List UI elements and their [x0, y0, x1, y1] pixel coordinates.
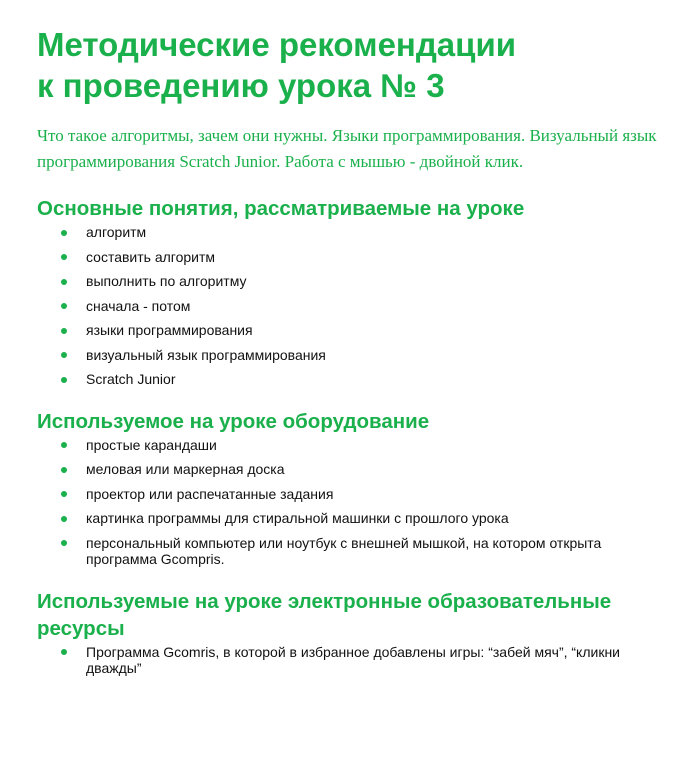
list-item-text: сначала - потом	[86, 297, 191, 314]
list-item	[37, 249, 674, 266]
section-heading-equipment: Используемое на уроке оборудование	[37, 409, 430, 433]
concepts-list	[37, 224, 674, 388]
list-item-text: простые карандаши	[86, 436, 217, 453]
list-item	[37, 347, 674, 364]
lesson-subtitle: Что такое алгоритмы, зачем они нужны. Языки программирования. Визуальный язык программирования Scratch Junior. Работа с мышью - двойной клик.	[37, 126, 657, 171]
list-item-text: картинка программы для стиральной машинки с прошлого урока	[86, 510, 509, 526]
title-line-2: к проведению урока № 3	[37, 67, 445, 104]
bullet-icon	[61, 649, 67, 655]
list-item-text: выполнить по алгоритму	[86, 273, 247, 289]
bullet-icon	[61, 442, 67, 448]
list-item-text: визуальный язык программирования	[86, 346, 326, 363]
bullet-icon	[61, 540, 67, 546]
bullet-icon	[61, 254, 67, 260]
list-item	[37, 371, 674, 388]
resources-list	[37, 644, 674, 677]
bullet-icon	[61, 303, 67, 309]
bullet-icon	[61, 230, 67, 236]
list-item	[37, 298, 674, 315]
list-item-text: алгоритм	[86, 224, 147, 240]
bullet-icon	[61, 279, 67, 285]
list-item	[37, 486, 674, 503]
bullet-icon	[61, 516, 67, 522]
list-item	[37, 461, 674, 478]
list-item	[37, 273, 674, 290]
title-line-1: Методические рекомендации	[37, 26, 517, 63]
list-item	[37, 535, 674, 568]
bullet-icon	[61, 467, 67, 473]
section-heading-concepts: Основные понятия, рассматриваемые на уроке	[37, 197, 525, 220]
list-item-text: Программа Gcomris, в которой в избранное добавлены игры: “забей мяч”, “кликни дважды”	[86, 643, 620, 676]
bullet-icon	[61, 491, 67, 497]
list-item	[37, 510, 674, 527]
bullet-icon	[61, 328, 67, 334]
list-item-text: меловая или маркерная доска	[86, 461, 285, 477]
bullet-icon	[61, 352, 67, 358]
equipment-list	[37, 437, 674, 568]
section-heading-resources: Используемые на уроке электронные образовательные ресурсы	[37, 589, 612, 640]
list-item	[37, 322, 674, 339]
list-item-text: персональный компьютер или ноутбук с внешней мышкой, на котором открыта программа Gcompris.	[86, 534, 602, 567]
list-item-text: Scratch Junior	[86, 371, 176, 387]
page-title	[37, 24, 674, 106]
list-item	[37, 224, 674, 241]
list-item-text: языки программирования	[86, 322, 253, 338]
list-item	[37, 437, 674, 454]
list-item-text: составить алгоритм	[86, 248, 216, 265]
list-item-text: проектор или распечатанные задания	[86, 485, 334, 502]
list-item	[37, 644, 674, 677]
bullet-icon	[61, 377, 67, 383]
